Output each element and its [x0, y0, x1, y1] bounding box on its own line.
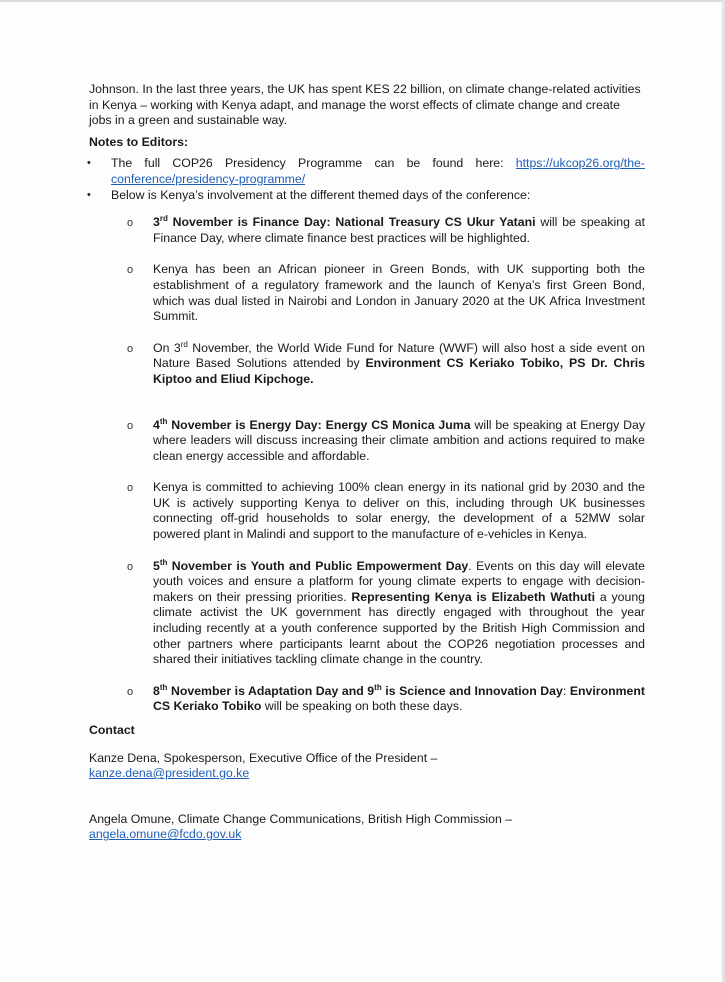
energy-day-number: 4 — [153, 417, 160, 432]
contact-kanze — [89, 751, 645, 782]
item-energy-day — [127, 416, 645, 465]
programme-link[interactable]: https://ukcop26.org/the-conference/presidency-programme/ — [111, 156, 645, 186]
contact-angela-line: Angela Omune, Climate Change Communications, British High Commission – — [89, 811, 513, 826]
item-youth-day — [127, 557, 645, 668]
item-green-bonds — [127, 262, 645, 324]
adaptation-speaker: Environment CS Keriako Tobiko — [153, 683, 645, 714]
wwf-sup: rd — [180, 339, 188, 349]
bullet-dot-icon: • — [87, 157, 91, 170]
sub-bullet-icon: o — [127, 560, 134, 573]
intro-paragraph: Johnson. In the last three years, the UK has spent KES 22 billion, on climate change-related activities in Kenya – working with Kenya adapt, and manage the worst effects of climate change and create jobs in a green and sustainable way. — [89, 82, 641, 128]
sub-bullet-icon: o — [127, 419, 134, 432]
youth-day-bold: November is Youth and Public Empowerment Day — [167, 558, 469, 573]
bullet-dot-icon: • — [87, 188, 91, 201]
wwf-attendees: Environment CS Keriako Tobiko, PS Dr. Chris Kiptoo and Eliud Kipchoge. — [153, 356, 645, 386]
adaptation-day-number: 8 — [153, 683, 160, 698]
item-finance-day — [127, 214, 645, 246]
wwf-text: November, the World Wide Fund for Nature (WWF) will also host a side event on Nature Based Solutions attended by — [153, 340, 645, 371]
item-wwf-event — [127, 339, 645, 388]
contact-angela — [89, 812, 645, 843]
youth-representative: Representing Kenya is Elizabeth Wathuti — [351, 589, 596, 604]
science-day-bold: is Science and Innovation Day — [381, 683, 563, 698]
bullet-involvement-text: Below is Kenya’s involvement at the different themed days of the conference: — [111, 187, 531, 202]
sub-bullet-icon: o — [127, 342, 134, 355]
youth-day-sup: th — [159, 557, 168, 567]
clean-energy-text: Kenya is committed to achieving 100% clean energy in its national grid by 2030 and the UK is actively supporting Kenya to deliver on this, including through UK businesses connecting off-grid households to solar energy, the development of a 52MW solar powered plant in Malindi and support to the manufacture of e-vehicles in Kenya. — [153, 480, 645, 542]
finance-day-text: will be speaking at Finance Day, where climate finance best practices will be highlighted. — [153, 215, 645, 245]
finance-day-sup: rd — [159, 214, 168, 224]
youth-day-number: 5 — [153, 558, 160, 573]
notes-heading: Notes to Editors: — [89, 134, 189, 149]
item-clean-energy — [127, 480, 645, 542]
sub-bullet-icon: o — [127, 482, 134, 495]
bullet-involvement — [89, 188, 645, 204]
bullet-programme-text: The full COP26 Presidency Programme can be found here: — [111, 156, 516, 171]
page-top-edge — [0, 0, 725, 2]
energy-day-bold: November is Energy Day: Energy CS Monica Juma — [167, 417, 471, 432]
sub-bullet-icon: o — [127, 217, 134, 230]
adaptation-colon: : — [562, 683, 567, 698]
sub-bullet-icon: o — [127, 264, 134, 277]
contact-kanze-email[interactable]: kanze.dena@president.go.ke — [89, 766, 250, 781]
document-body — [89, 82, 645, 843]
contact-kanze-line: Kanze Dena, Spokesperson, Executive Office of the President – — [89, 750, 438, 765]
sub-bullet-icon: o — [127, 685, 134, 698]
youth-day-rest: a young climate activist the UK government has directly engaged with throughout the year including recently at a youth conference supported by the British High Commission and other partners where participants learnt about the COP26 negotiation processes and shared their initiatives tackling climate change in the country. — [153, 589, 645, 667]
adaptation-day-text: will be speaking on both these days. — [261, 699, 463, 714]
wwf-pre: On 3 — [153, 340, 181, 355]
green-bonds-text: Kenya has been an African pioneer in Green Bonds, with UK supporting both the establishment of a regulatory framework and the launch of Kenya’s first Green Bond, which was dual listed in Nairobi and London in January 2020 at the UK Africa Investment Summit. — [153, 262, 645, 324]
item-adaptation-day — [127, 682, 645, 715]
adaptation-day-sup: th — [159, 682, 168, 692]
youth-day-text: . Events on this day will elevate youth voices and ensure a platform for young climate experts to engage with decision-makers on their pressing priorities. — [153, 558, 645, 604]
energy-day-text: will be speaking at Energy Day where leaders will discuss increasing their climate ambition and actions required to make clean energy accessible and affordable. — [153, 417, 645, 463]
contact-angela-email[interactable]: angela.omune@fcdo.gov.uk — [89, 827, 242, 842]
adaptation-day-bold: November is Adaptation Day and 9 — [167, 683, 375, 698]
science-day-sup: th — [374, 682, 382, 692]
contact-heading: Contact — [89, 723, 135, 737]
energy-day-sup: th — [159, 416, 168, 426]
bullet-programme — [89, 156, 645, 187]
finance-day-number: 3 — [153, 215, 160, 230]
finance-day-bold: November is Finance Day: National Treasury CS Ukur Yatani — [167, 215, 536, 230]
